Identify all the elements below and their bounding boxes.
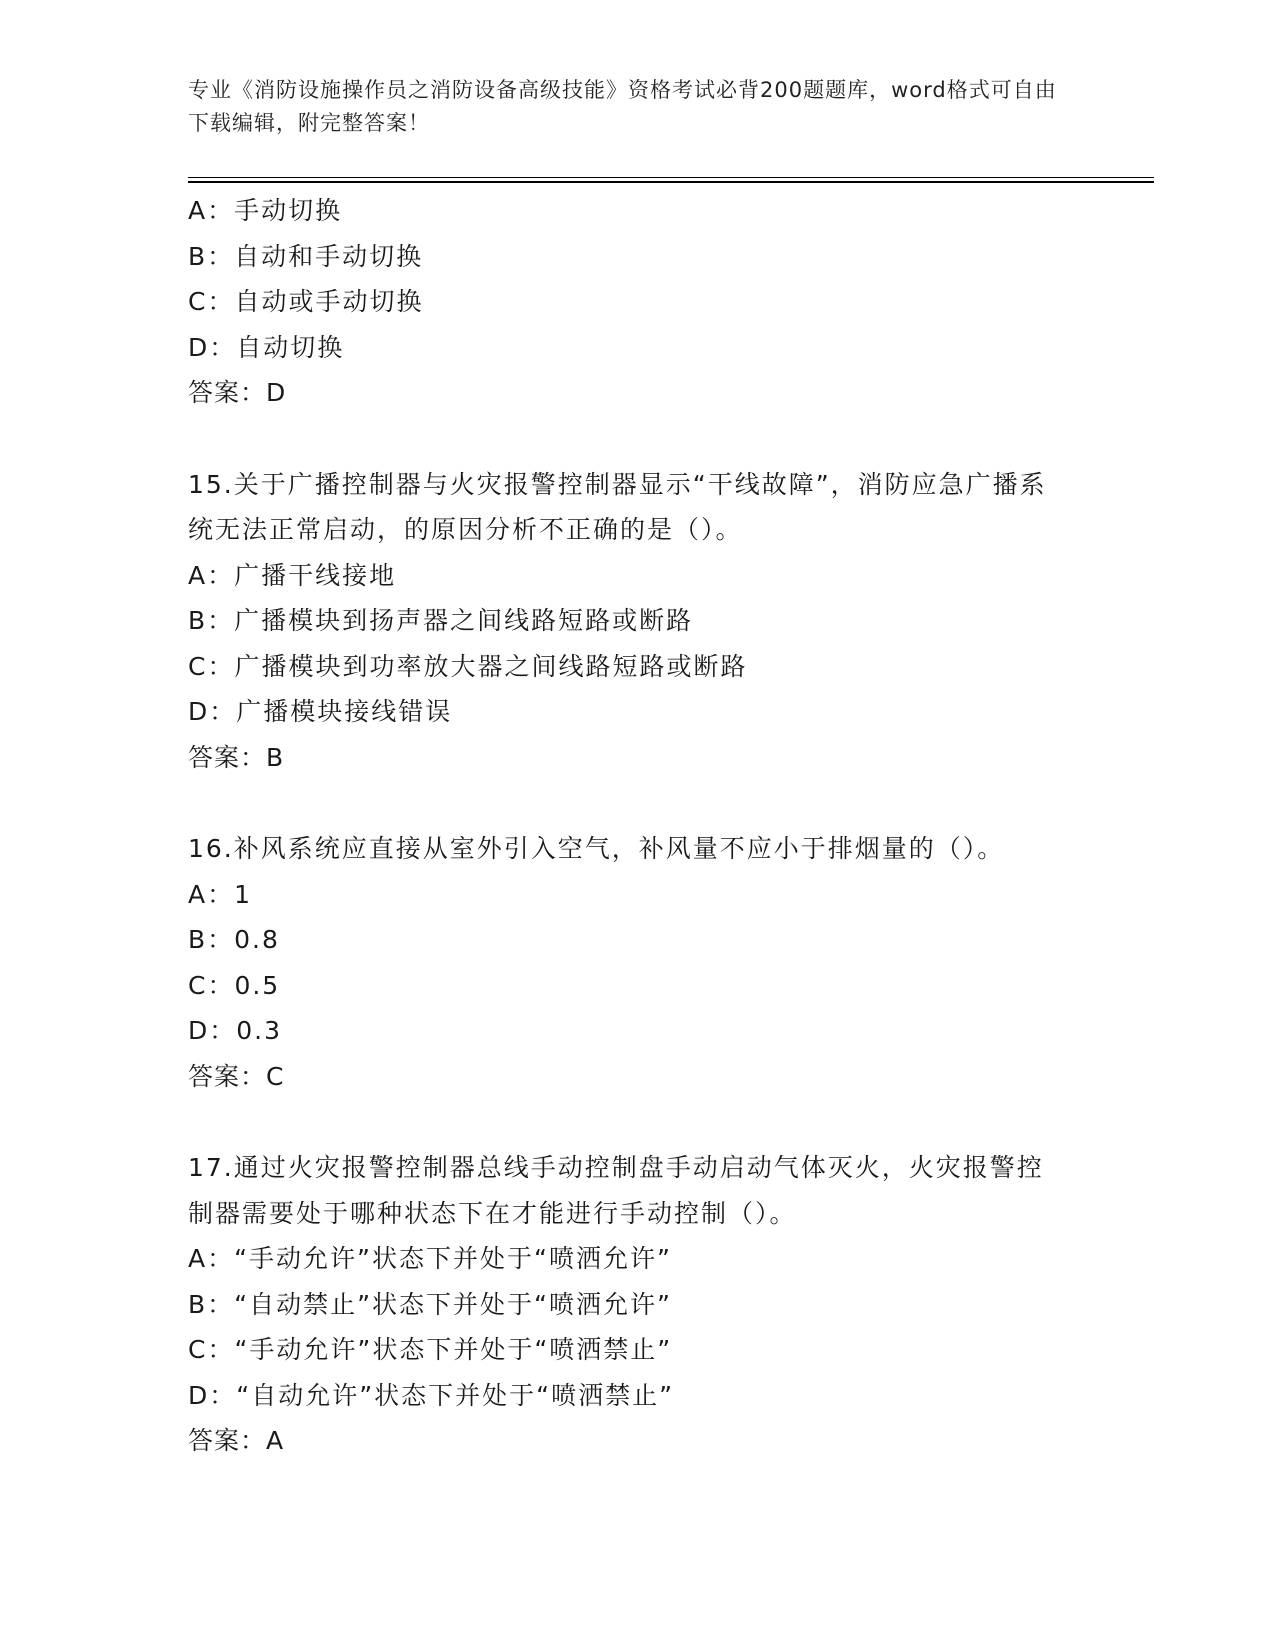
question-stem: 16.补风系统应直接从室外引入空气，补风量不应小于排烟量的（）。 <box>188 834 1005 863</box>
option-b: B：“自动禁止”状态下并处于“喷洒允许” <box>188 1289 672 1319</box>
option-d: D：广播模块接线错误 <box>188 697 453 726</box>
question-17 <box>188 1145 1088 1464</box>
option-a: A：广播干线接地 <box>188 560 397 590</box>
spacer <box>188 780 1088 826</box>
option-d: D：0.3 <box>188 1016 283 1045</box>
header-rule-thin <box>188 177 1154 178</box>
option-b: B：0.8 <box>188 925 280 954</box>
option-a: A：1 <box>188 879 253 909</box>
spacer <box>188 1099 1088 1145</box>
question-stem: 17.通过火灾报警控制器总线手动控制盘手动启动气体灭火，火灾报警控制器需要处于哪种状态下在才能进行手动控制（）。 <box>188 1153 1044 1228</box>
document-header: 专业《消防设施操作员之消防设备高级技能》资格考试必背200题题库，word格式可自由下载编辑，附完整答案！ <box>188 78 1057 135</box>
answer: 答案：B <box>188 742 285 772</box>
option-a: A：“手动允许”状态下并处于“喷洒允许” <box>188 1244 672 1273</box>
option-b: B：自动和手动切换 <box>188 241 424 271</box>
answer: 答案：C <box>188 1061 285 1091</box>
question-16 <box>188 826 1088 1099</box>
header-rule-thick <box>188 181 1154 183</box>
option-c: C：广播模块到功率放大器之间线路短路或断路 <box>188 651 748 681</box>
question-content <box>188 188 1088 1464</box>
spacer <box>188 416 1088 462</box>
option-d: D：“自动允许”状态下并处于“喷洒禁止” <box>188 1380 675 1410</box>
option-c: C：自动或手动切换 <box>188 287 424 316</box>
answer: 答案：A <box>188 1426 285 1455</box>
option-c: C：“手动允许”状态下并处于“喷洒禁止” <box>188 1335 673 1364</box>
option-d: D：自动切换 <box>188 332 345 362</box>
carryover-question <box>188 188 1088 416</box>
question-15 <box>188 462 1088 781</box>
answer: 答案：D <box>188 378 287 407</box>
option-c: C：0.5 <box>188 970 281 1000</box>
question-stem: 15.关于广播控制器与火灾报警控制器显示“干线故障”，消防应急广播系统无法正常启动，的原因分析不正确的是（）。 <box>188 469 1047 544</box>
option-b: B：广播模块到扬声器之间线路短路或断路 <box>188 606 694 635</box>
option-a: A：手动切换 <box>188 196 343 225</box>
